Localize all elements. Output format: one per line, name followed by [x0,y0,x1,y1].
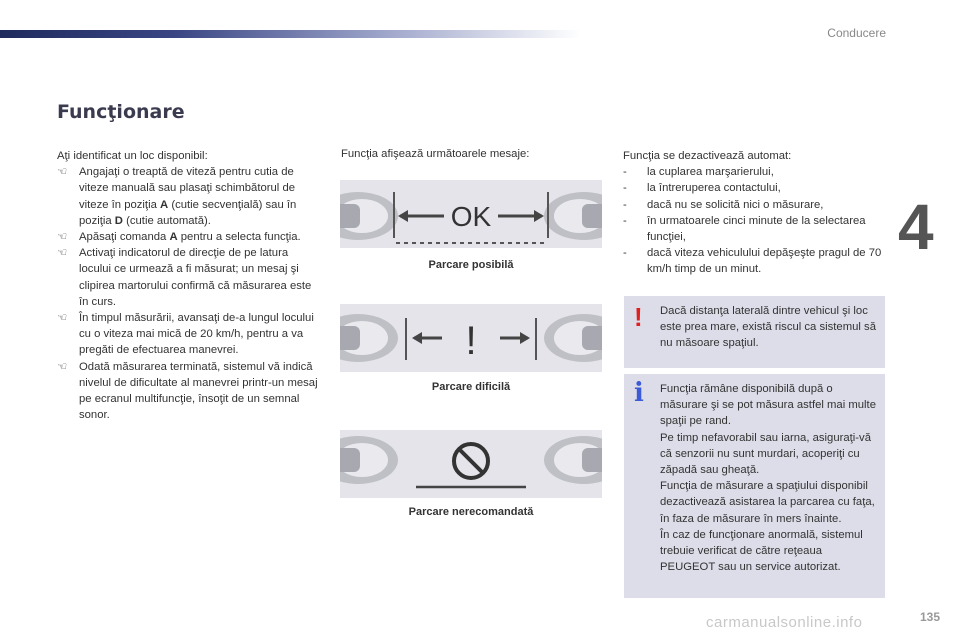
list-item: - dacă viteza vehiculului depăşeşte pragul de 70 km/h timp de un minut. [623,247,882,276]
car-right-icon [544,436,602,484]
info-box [624,374,885,598]
header-bar [0,30,580,38]
section-title: Conducere [827,26,886,40]
arrow-left-icon [412,332,442,344]
instructions-column [57,148,319,423]
list-item: - la cuplarea marşarierului, [623,166,774,179]
car-left-icon [340,314,398,362]
list-item: - dacă nu se solicită nici o măsurare, [623,198,824,211]
deactivation-column [623,148,885,278]
arrow-bullet-icon: ☜ [57,360,68,373]
list-item: - la întreruperea contactului, [623,182,781,195]
arrow-bullet-icon: ☜ [57,312,68,325]
parking-difficult-illustration [340,304,602,372]
list-item: - în urmatoarele cinci minute de la selectarea funcţiei, [623,214,866,244]
exclamation-icon: ! [465,319,477,363]
bullet-text: Angajaţi o treaptă de viteză pentru cutia de viteze manuală sau plasaţi schimbătorul de viteze în poziţia A (cutie secvenţială) sau în poziţia D (cutie automată). [79,166,297,227]
info-text: Funcţia rămâne disponibilă după o măsurare şi se pot măsura astfel mai multe spaţii pe rand. Pe timp nefavorabil sau iarna, asiguraţi-vă că senzorii nu sunt murdari, acoperiţi cu zăpadă sau gheaţă. Funcţia de măsurare a spaţiului disponibil dezactivează asistarea la parcarea cu faţa, în faza de măsurare în mers înainte. În caz de funcţionare anormală, sistemul trebuie verificat de către reţeaua PEUGEOT sau un service autorizat. [660,383,876,574]
panel-parking-not-recommended [340,430,602,498]
arrow-right-icon [500,332,530,344]
page-title: Funcţionare [57,101,185,123]
arrow-bullet-icon: ☜ [57,247,68,260]
arrow-bullet-icon: ☜ [57,166,68,179]
car-right-icon [544,192,602,240]
ok-label: OK [450,201,492,232]
page-number: 135 [919,610,940,624]
car-right-icon [544,314,602,362]
bullet-text: Activaţi indicatorul de direcţie de pe latura locului ce urmează a fi măsurat; un mesaj şi clipirea martorului confirmă că măsurarea este în curs. [79,247,312,308]
warning-icon: ! [634,302,643,332]
list-item [57,245,319,310]
chapter-number: 4 [898,191,934,263]
no-entry-icon [454,444,488,478]
warning-box [624,296,885,368]
caption-parking-possible: Parcare posibilă [428,259,514,271]
bullet-text: Odată măsurarea terminată, sistemul vă indică nivelul de dificultate al manevrei printr-un mesaj pe ecranul multifuncţie, însoţit de un semnal sonor. [79,360,318,422]
arrow-right-icon [498,210,544,222]
parking-not-recommended-illustration [340,430,602,498]
arrow-bullet-icon: ☜ [57,231,68,244]
warning-text: Dacă distanţa laterală dintre vehicul şi loc este prea mare, există riscul ca sistemul să nu măsoare spaţiul. [660,305,876,350]
car-left-icon [340,192,398,240]
deactivation-intro: Funcţia se dezactivează automat: [623,150,792,162]
bullet-text: Apăsaţi comanda A pentru a selecta funcţia. [79,231,301,244]
arrow-left-icon [398,210,444,222]
watermark: carmanualsonline.info [706,614,863,631]
caption-parking-not-recommended: Parcare nerecomandată [408,506,534,518]
instructions-intro: Aţi identificat un loc disponibil: [57,150,208,162]
caption-parking-difficult: Parcare dificilă [431,381,511,393]
list-item [57,310,319,359]
list-item [57,164,319,229]
car-left-icon [340,436,398,484]
parking-ok-illustration [340,180,602,248]
list-item [57,359,319,424]
panel-parking-difficult [340,304,602,372]
info-icon: i [634,378,644,408]
list-item [57,229,319,245]
panel-parking-possible [340,180,602,248]
bullet-text: În timpul măsurării, avansaţi de-a lungul locului cu o viteza mai mică de 20 km/h, pentru a va pregăti de efectuarea manevrei. [79,312,314,357]
messages-intro: Funcţia afişează următoarele mesaje: [341,148,530,160]
